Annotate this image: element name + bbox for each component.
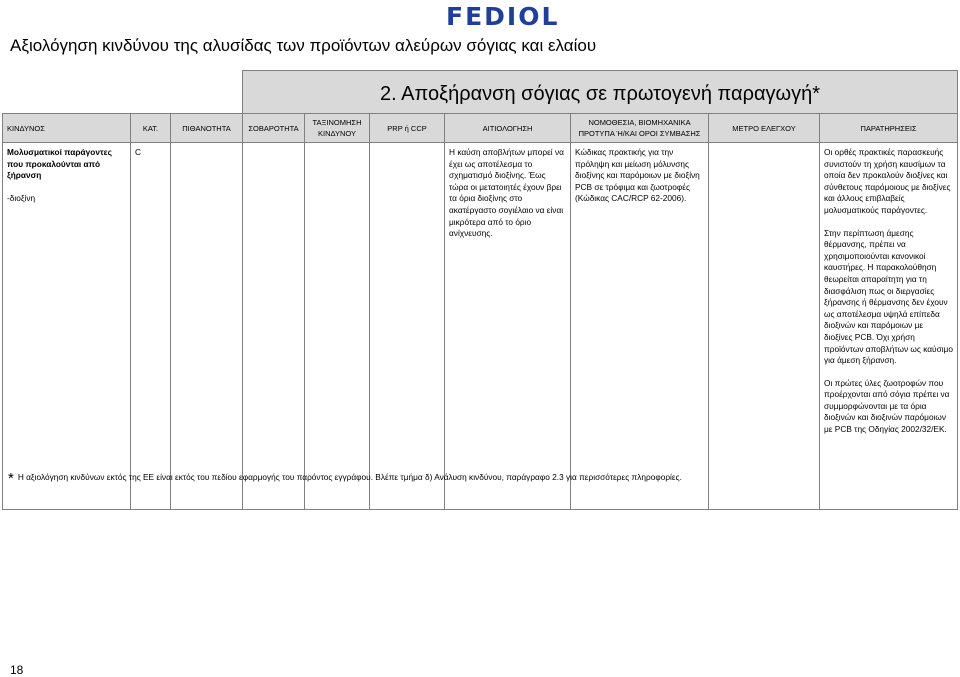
hazard-item: -διοξίνη xyxy=(7,192,36,203)
header-probability: ΠΙΘΑΝΟΤΗΤΑ xyxy=(171,114,243,143)
header-rationale: ΑΙΤΙΟΛΟΓΗΣΗ xyxy=(445,114,571,143)
header-row xyxy=(3,114,958,143)
header-legislation-line1: ΝΟΜΟΘΕΣΙΑ, ΒΙΟΜΗΧΑΝΙΚΑ xyxy=(588,118,691,127)
header-risk-class xyxy=(305,114,370,143)
document-title: Αξιολόγηση κινδύνου της αλυσίδας των προϊόντων αλεύρων σόγιας και ελαίου xyxy=(10,36,597,55)
header-prp-ccp: PRP ή CCP xyxy=(370,114,445,143)
cell-probability xyxy=(171,143,243,510)
section-title: 2. Αποξήρανση σόγιας σε πρωτογενή παραγωγή* xyxy=(243,71,958,114)
cell-hazard xyxy=(3,143,131,510)
header-control-measure: ΜΕΤΡΟ ΕΛΕΓΧΟΥ xyxy=(709,114,820,143)
header-risk-class-line1: ΤΑΞΙΝΟΜΗΣΗ xyxy=(312,118,362,127)
remarks-paragraph-2: Στην περίπτωση άμεσης θέρμανσης, πρέπει να χρησιμοποιούνται κανονικοί καυστήρες. Η παρακολούθηση θεωρείται απαραίτητη για τη διασφάλιση πως οι διεργασίες ξήρανσης ή θέρμανσης δεν έχουν ως αποτέλεσμα υψηλά επίπεδα διοξινών και παρόμοιων με διοξίνες PCB. Όχι χρήση προϊόντων αποβλήτων ως καύσιμο για άμεση ξήρανση. xyxy=(824,227,953,366)
cell-remarks xyxy=(820,143,958,510)
footnote-star: * xyxy=(8,470,14,487)
fediol-logo: FEDIOL xyxy=(446,2,560,31)
cell-prp-ccp xyxy=(370,143,445,510)
header-risk-class-line2: ΚΙΝΔΥΝΟΥ xyxy=(318,129,356,138)
risk-assessment-table xyxy=(2,70,957,510)
cell-risk-class xyxy=(305,143,370,510)
hazard-title: Μολυσματικοί παράγοντες που προκαλούνται από ξήρανση xyxy=(7,147,112,181)
section-title-row xyxy=(3,71,958,114)
cell-legislation: Κώδικας πρακτικής για την πρόληψη και μείωση μόλυνσης διοξίνης και παρόμοιων με διοξίνη PCB σε τρόφιμα και ζωοτροφές (Κώδικας CAC/RCP 62-2006). xyxy=(571,143,709,510)
remarks-paragraph-3: Οι πρώτες ύλες ζωοτροφών που προέρχονται από σόγια πρέπει να συμμορφώνονται με τα όρια διοξινών και διοξινών παρόμοιων με PCB της Οδηγίας 2002/32/ΕΚ. xyxy=(824,377,950,435)
header-hazard: ΚΙΝΔΥΝΟΣ xyxy=(3,114,131,143)
cell-severity xyxy=(243,143,305,510)
header-severity: ΣΟΒΑΡΟΤΗΤΑ xyxy=(243,114,305,143)
header-category: ΚΑΤ. xyxy=(131,114,171,143)
page-number: 18 xyxy=(10,663,24,677)
header-legislation-line2: ΠΡΟΤΥΠΑ Ή/ΚΑΙ ΟΡΟΙ ΣΥΜΒΑΣΗΣ xyxy=(578,129,701,138)
header-remarks: ΠΑΡΑΤΗΡΗΣΕΙΣ xyxy=(820,114,958,143)
cell-category: C xyxy=(131,143,171,510)
header-legislation xyxy=(571,114,709,143)
cell-control-measure xyxy=(709,143,820,510)
footnote xyxy=(8,470,682,487)
table-row xyxy=(3,143,958,510)
footnote-text: Η αξιολόγηση κινδύνων εκτός της ΕΕ είναι εκτός του πεδίου εφαρμογής του παρόντος εγγράφου. Βλέπε τμήμα δ) Ανάλυση κινδύνου, παράγραφο 2.3 για περισσότερες πληροφορίες. xyxy=(17,472,682,482)
remarks-paragraph-1: Οι ορθές πρακτικές παρασκευής συνιστούν τη χρήση καυσίμων τα οποία δεν προκαλούν διοξίνες και σύνθετους παρόμοιους με διοξίνες και άλλους επιβλαβείς μολυσματικούς παράγοντες. xyxy=(824,147,951,215)
cell-rationale: Η καύση αποβλήτων μπορεί να έχει ως αποτέλεσμα το σχηματισμό διοξίνης. Έως τώρα οι μετατοιητές έχουν βρει τα όρια διοξίνης στο ακατέργαστο σογιέλαιο να είναι μικρότερα από το όριο ανίχνευσης. xyxy=(445,143,571,510)
